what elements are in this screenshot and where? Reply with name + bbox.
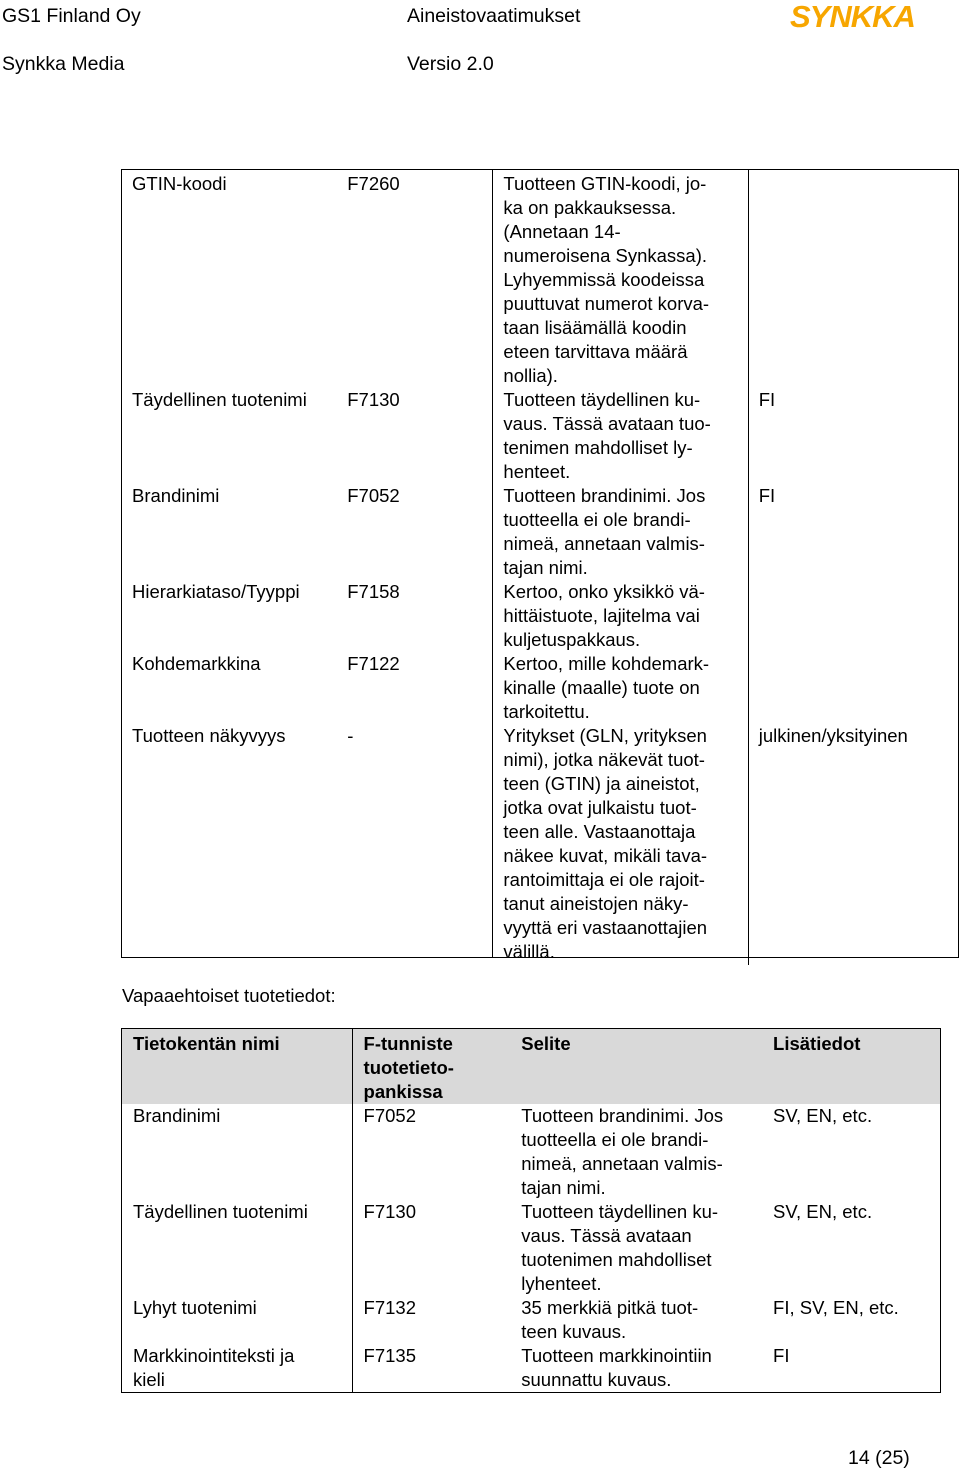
table-row	[121, 652, 958, 724]
table-row	[121, 388, 958, 484]
field-name: Lyhyt tuotenimi	[122, 1296, 353, 1344]
field-code: F7122	[347, 653, 400, 674]
field-description: Tuotteen täydellinen ku- vaus. Tässä avataan tuotenimen mahdolliset lyhenteet.	[521, 1201, 719, 1294]
field-description: Tuotteen GTIN-koodi, jo- ka on pakkauksessa. (Annetaan 14- numeroisena Synkassa). Lyhyemmissä koodeissa puuttuvat numerot korva- taan lisäämällä koodin eteen tarvittava määrä nollia).	[492, 169, 748, 388]
field-info: FI	[758, 389, 776, 410]
header-description: Selite	[510, 1029, 762, 1105]
field-code: F7260	[347, 173, 400, 194]
synkka-logo-icon	[790, 0, 930, 32]
header-field-code: F-tunniste tuotetieto- pankissa	[352, 1029, 510, 1105]
required-fields-table	[121, 169, 958, 965]
table-row	[122, 1296, 941, 1344]
field-description: 35 merkkiä pitkä tuot- teen kuvaus.	[521, 1297, 699, 1342]
field-code: -	[347, 725, 354, 746]
field-code: F7158	[347, 581, 400, 602]
field-name: Brandinimi	[122, 1104, 353, 1200]
field-description: Kertoo, mille kohdemark- kinalle (maalle) tuote on tarkoitettu.	[492, 652, 748, 724]
field-info: julkinen/yksityinen	[758, 725, 908, 746]
field-code: F7130	[363, 1201, 416, 1222]
field-info: FI, SV, EN, etc.	[773, 1297, 899, 1318]
field-info	[748, 652, 958, 724]
field-name: Kohdemarkkina	[132, 653, 261, 674]
field-info: FI	[773, 1345, 790, 1366]
optional-fields-caption: Vapaaehtoiset tuotetiedot:	[122, 985, 336, 1006]
field-code: F7135	[363, 1345, 416, 1366]
table-row	[121, 580, 958, 652]
field-code: F7132	[363, 1297, 416, 1318]
field-description: Tuotteen brandinimi. Jos tuotteella ei ole brandi- nimeä, annetaan valmis- tajan nimi.	[492, 484, 748, 580]
field-description: Yritykset (GLN, yrityksen nimi), jotka näkevät tuot- teen (GTIN) ja aineistot, jotka ovat julkaistu tuot- teen alle. Vastaanottaja näkee kuvat, mikäli tava- rantoimittaja ei ole rajoit- tanut aineistojen näky- vyyttä eri vastaanottajien välillä.	[492, 724, 748, 965]
column-divider	[492, 169, 493, 958]
field-info: SV, EN, etc.	[773, 1201, 873, 1222]
page-number: 14 (25)	[848, 1447, 910, 1469]
field-code: F7130	[347, 389, 400, 410]
synkka-logo	[790, 0, 930, 32]
table-row	[121, 169, 958, 388]
table-row	[121, 484, 958, 580]
table-row	[122, 1344, 941, 1393]
field-info	[748, 169, 958, 388]
field-description: Kertoo, onko yksikkö vä- hittäistuote, lajitelma vai kuljetuspakkaus.	[492, 580, 748, 652]
table-row	[122, 1104, 941, 1200]
field-name: GTIN-koodi	[132, 173, 227, 194]
field-info: FI	[758, 485, 776, 506]
service-name: Synkka Media	[2, 53, 125, 75]
document-title: Aineistovaatimukset	[407, 5, 581, 27]
field-description: Tuotteen täydellinen ku- vaus. Tässä avataan tuo- tenimen mahdolliset ly- henteet.	[492, 388, 748, 484]
field-name: Täydellinen tuotenimi	[122, 1200, 353, 1296]
header-info: Lisätiedot	[762, 1029, 940, 1105]
field-name: Tuotteen näkyvyys	[132, 725, 286, 746]
field-name: Täydellinen tuotenimi	[132, 389, 307, 410]
field-code: F7052	[347, 485, 400, 506]
logo-text: SYNKKA	[790, 0, 915, 32]
field-name: Hierarkiataso/Tyyppi	[132, 581, 300, 602]
field-info: SV, EN, etc.	[773, 1105, 873, 1126]
field-description: Tuotteen brandinimi. Jos tuotteella ei ole brandi- nimeä, annetaan valmis- tajan nimi.	[521, 1105, 724, 1198]
table-header-row	[122, 1029, 941, 1105]
table-row	[122, 1200, 941, 1296]
table-row	[121, 724, 958, 965]
field-description: Tuotteen markkinointiin suunnattu kuvaus.	[521, 1345, 712, 1390]
field-name: Brandinimi	[132, 485, 220, 506]
company-name: GS1 Finland Oy	[2, 5, 141, 27]
field-code: F7052	[363, 1105, 416, 1126]
optional-fields-table	[121, 1028, 941, 1393]
document-version: Versio 2.0	[407, 53, 494, 75]
header-field-name: Tietokentän nimi	[122, 1029, 353, 1105]
field-name: Markkinointiteksti ja kieli	[122, 1344, 353, 1393]
field-info	[748, 580, 958, 652]
